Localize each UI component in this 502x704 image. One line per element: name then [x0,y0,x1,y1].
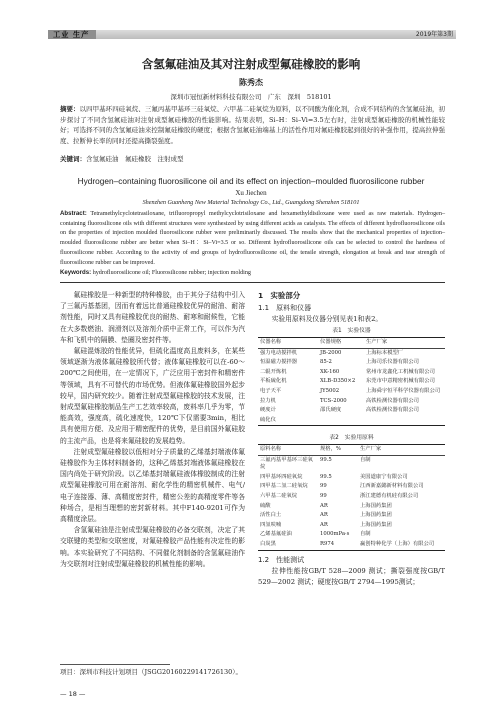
abstract-cn-label: 摘要： [60,105,80,113]
table-cell: JB-2000 [320,349,342,356]
table-cell: 美国道康宁有限公司 [360,473,408,480]
table-cell: 平板硫化机 [260,378,287,385]
table-cell: 四甲基二氢二硅氧烷 [260,483,308,490]
table-cell: 电子天平 [260,388,282,395]
table-header-cell: 规格，% [318,445,358,455]
table-row [258,416,445,426]
table-cell: 江西新嘉懿新材料有限公司 [360,483,424,490]
table-header-cell: 生产厂家 [358,445,445,455]
table-cell: 上海舜宇恒平科学仪器有限公司 [366,388,441,395]
abstract-en [60,209,445,268]
table-cell: 1000mPa·s [320,531,350,538]
keywords-cn-label: 关键词： [60,155,86,163]
table-cell: 四甲基环四硅氧烷 [260,473,303,480]
abstract-cn-text: 以四甲基环四硅氧烷、三氟丙基甲基环三硅氧烷、六甲基二硅氧烷为原料，以不同酸为催化剂，合成不同结构的含氢氟硅油，初步探讨了不同含氢氟硅油对注射成型氟硅橡胶的性能影响。结果表明，Si–H：Si–Vi=3.5左右时，注射成型氟硅橡胶的机械性能较好；可选择不同的含氢氟硅油来控制氟硅橡胶的硬度；根据含氢氟硅油端基上的活性作用对氟硅橡胶起到很好的补强作用，提高拉伸强度、拉断伸长率的同时还提高撕裂强度。 [60,105,446,145]
table-cell: AR [320,512,328,519]
body-paragraph: 含氢氟硅油是注射成型氟硅橡胶的必备交联剂，决定了其交联键的类型和交联密度，对氟硅橡胶产品性能有决定性的影响。本实验研究了不同结构、不同催化剂制备的含氢氟硅油作为交联剂对注射成型氟硅橡胶的机械性能的影响。 [60,526,245,568]
table-cell: 赢创特种化学（上海）有限公司 [360,541,435,548]
subsection-heading-materials: 1.1 原料和仪器 [258,304,312,312]
table-cell: 99.5 [320,473,332,480]
footnote-divider [60,664,170,665]
table-row [258,348,445,358]
keywords-en [60,268,445,278]
abstract-cn [60,104,445,146]
table-header-row [258,338,445,348]
table-cell: 硫酸 [260,502,271,509]
table-cell: 浙江建德有机硅有限公司 [360,493,419,500]
instruments-table [258,337,445,426]
table-cell: 恒温磁力搅拌器 [260,359,298,366]
table-cell: 硫化仪 [260,416,276,423]
table-cell: JY5002 [320,388,340,395]
table-cell: 邵氏硬度 [320,407,342,414]
materials-table-body [258,455,445,550]
table-cell: 乙烯基氟硅油 [260,531,292,538]
body-paragraph: 注射成型氟硅橡胶以低相对分子质量的乙烯基封端液体氟硅橡胶作为主体材料制备的，这种乙烯基封端液体氟硅橡胶在国内尚处于研究阶段。以乙烯基封端氟硅液体橡胶制成的注射成型氟硅橡胶可用在耐溶剂、耐化学性的精密机械件、电气/电子连接器、薄、高精度密封件，精密公差的高精度零件等各种场合，是相当理想的密封新材料。其中F140-9201可作为高精度涂层。 [60,447,245,524]
table-row [258,455,445,473]
materials-table [258,444,445,550]
table-cell: 高铁检测仪器有限公司 [366,397,419,404]
table-cell: AR [320,502,328,509]
table-header-cell: 仪器名称 [258,338,318,348]
table-row [258,397,445,407]
instruments-table-body [258,348,445,426]
table-cell: 高铁检测仪器有限公司 [366,407,419,414]
body-paragraph: 氟硅混炼胶的性能优异，但硫化温度高且废料多，在某些领域逐渐为液体氟硅橡胶所代替；液体氟硅橡胶可以在-60～200℃之间使用，在一定情况下，广泛应用于密封件和精密件等领域，具有不可替代的市场优势。但液体氟硅橡胶国外起步较早，国内研究较少。随着注射成型氟硅橡胶的技术发展，注射成型氟硅橡胶制品生产工艺效率较高，废料率几乎为零，节能高效，强度高，硫化速度快，120℃下仅需要3min，相比具有使用方便、及应用于精密配件的优势，是目前国外氟硅胶的主流产品，也是将来氟硅胶的发展趋势。 [60,347,245,445]
table-cell: 上海标本模型厂 [366,349,404,356]
table-cell: 自制 [360,456,371,463]
table-row [258,511,445,521]
english-title: Hydrogen–containing fluorosilicone oil and its effect on injection–moulded fluorosilicone rubber [77,176,425,186]
body-right-column [258,290,445,590]
table1-caption: 表1 实验仪器 [332,328,371,335]
keywords-en-label: Keywords: [60,269,92,276]
table-cell: 强力电动搅拌机 [260,349,298,356]
testing-text: 拉伸性能按GB/T 528—2009 测试；撕裂强度按GB/T 529—2002 测试；硬度按GB/T 2794—1995测试； [258,566,445,586]
table-cell: 常州市龙鑫化工机械有限公司 [366,368,435,375]
author-name: 陈秀杰 [239,78,263,87]
keywords-en-text: hydrofluorosilicone oil; Fluorosilicone rubber; injection molding [92,270,251,276]
table-cell: 自制 [360,531,371,538]
table-row [258,387,445,397]
table-row [258,482,445,492]
table-cell: R974 [320,541,335,548]
table-row [258,530,445,540]
body-paragraph: 氟硅橡胶是一种新型的特种橡胶，由于其分子结构中引入了三氟丙基基团，因而有着远比普通硅橡胶优异的耐油、耐溶剂性能，同时又具有硅橡胶优良的耐热、耐寒和耐候性，它能在大多数燃油、润滑剂以及溶剂介质中正常工作，可以作为汽车和飞机中的隔膜、垫圈及密封件等。 [60,291,245,344]
table-cell: 六甲基二硅氧烷 [260,493,298,500]
table-row [258,540,445,550]
table-row [258,358,445,368]
table-cell: 东莞市中意精密机械有限公司 [366,378,435,385]
table-cell [364,416,445,426]
keywords-cn [60,154,445,164]
running-header [48,30,456,39]
keywords-cn-text: 含氢氟硅油 氟硅橡胶 注射成型 [86,155,184,163]
table-cell: 四氢呋喃 [260,521,282,528]
materials-intro: 实验用原料及仪器分别见表1和表2。 [271,315,383,323]
table-cell: 上海国药集团 [360,512,392,519]
table-header-row [258,445,445,455]
table-row [258,406,445,416]
table-row [258,473,445,483]
table-cell: 白炭黑 [260,541,276,548]
table-cell: TCS-2000 [320,397,347,404]
table-cell: 三氟丙基甲基环三硅氧烷 [260,456,313,471]
table-row [258,521,445,531]
table-row [258,368,445,378]
affiliation: 深圳市冠恒新材料科技有限公司 广东 深圳 518101 [170,93,332,101]
english-affiliation: Shenzhen Guanheng New Material Technology Co., Ltd., Guangdong Shenzhen 518101 [142,199,360,206]
table-cell: 上海司乐仪器有限公司 [366,359,419,366]
table-cell: 99 [320,493,327,500]
abstract-divider [60,282,445,283]
body-left-column [60,290,245,625]
table-cell: 二辊开炼机 [260,368,287,375]
table-cell: 硬度计 [260,407,276,414]
journal-section-label: 工业 生产 [48,30,96,39]
table-cell: XK-160 [320,368,340,375]
english-author: Xu Jiechen [235,189,267,197]
section-heading-experimental: 1 实验部分 [258,291,301,300]
page-number: — 18 — [60,690,86,698]
table-row [258,492,445,502]
table-cell: 85-2 [320,359,332,366]
abstract-en-label: Abstract: [60,210,87,217]
abstract-en-text: Tetramethylcyclotetrasiloxane, trifluoropropyl methylcyclotrisiloxane and hexamethyldisiloxane were used as raw materials. Hydrogen–containing fluorosilicone oils with different structures were synthesized by using different acids as catalysts. The effects of different hydrofluorosilicone oils on the properties of injection moulded fluorosilicone rubber were preliminarily discussed. The results show that the mechanical properties of injection–moulded fluorosilicone rubber are better when Si–H：Si–Vi=3.5 or so. Different hydrofluorosilicone oils can be selected to control the hardness of fluorosilicone rubber. According to the activity of end groups of hydrofluorosilicone oil, the tensile strength, elongation at break and tear strength of fluorosilicone rubber can be improved. [60,211,445,266]
table-cell: XLB-D350×2 [320,378,356,385]
table-cell: AR [320,521,328,528]
table-row [258,377,445,387]
table-cell: 上海国药集团 [360,502,392,509]
table-cell: 99 [320,483,327,490]
paper-title: 含氢氟硅油及其对注射成型氟硅橡胶的影响 [141,57,361,71]
subsection-heading-testing: 1.2 性能测试 [258,555,305,564]
table-cell: 拉力机 [260,397,276,404]
table2-caption: 表2 实验用原料 [329,435,374,442]
table-header-cell: 生产厂家 [364,338,445,348]
table-header-cell: 原料名称 [258,445,318,455]
table-cell: 活性白土 [260,512,282,519]
table-row [258,502,445,512]
issue-label: 2019年第3期 [415,31,453,38]
table-cell [318,416,364,426]
table-cell: 上海国药集团 [360,521,392,528]
footnote: 项目：深圳市科技计划项目（JSGG20160229141726130）。 [60,668,242,676]
table-header-cell: 仪器规格 [318,338,364,348]
table-cell: 99.5 [320,456,332,463]
